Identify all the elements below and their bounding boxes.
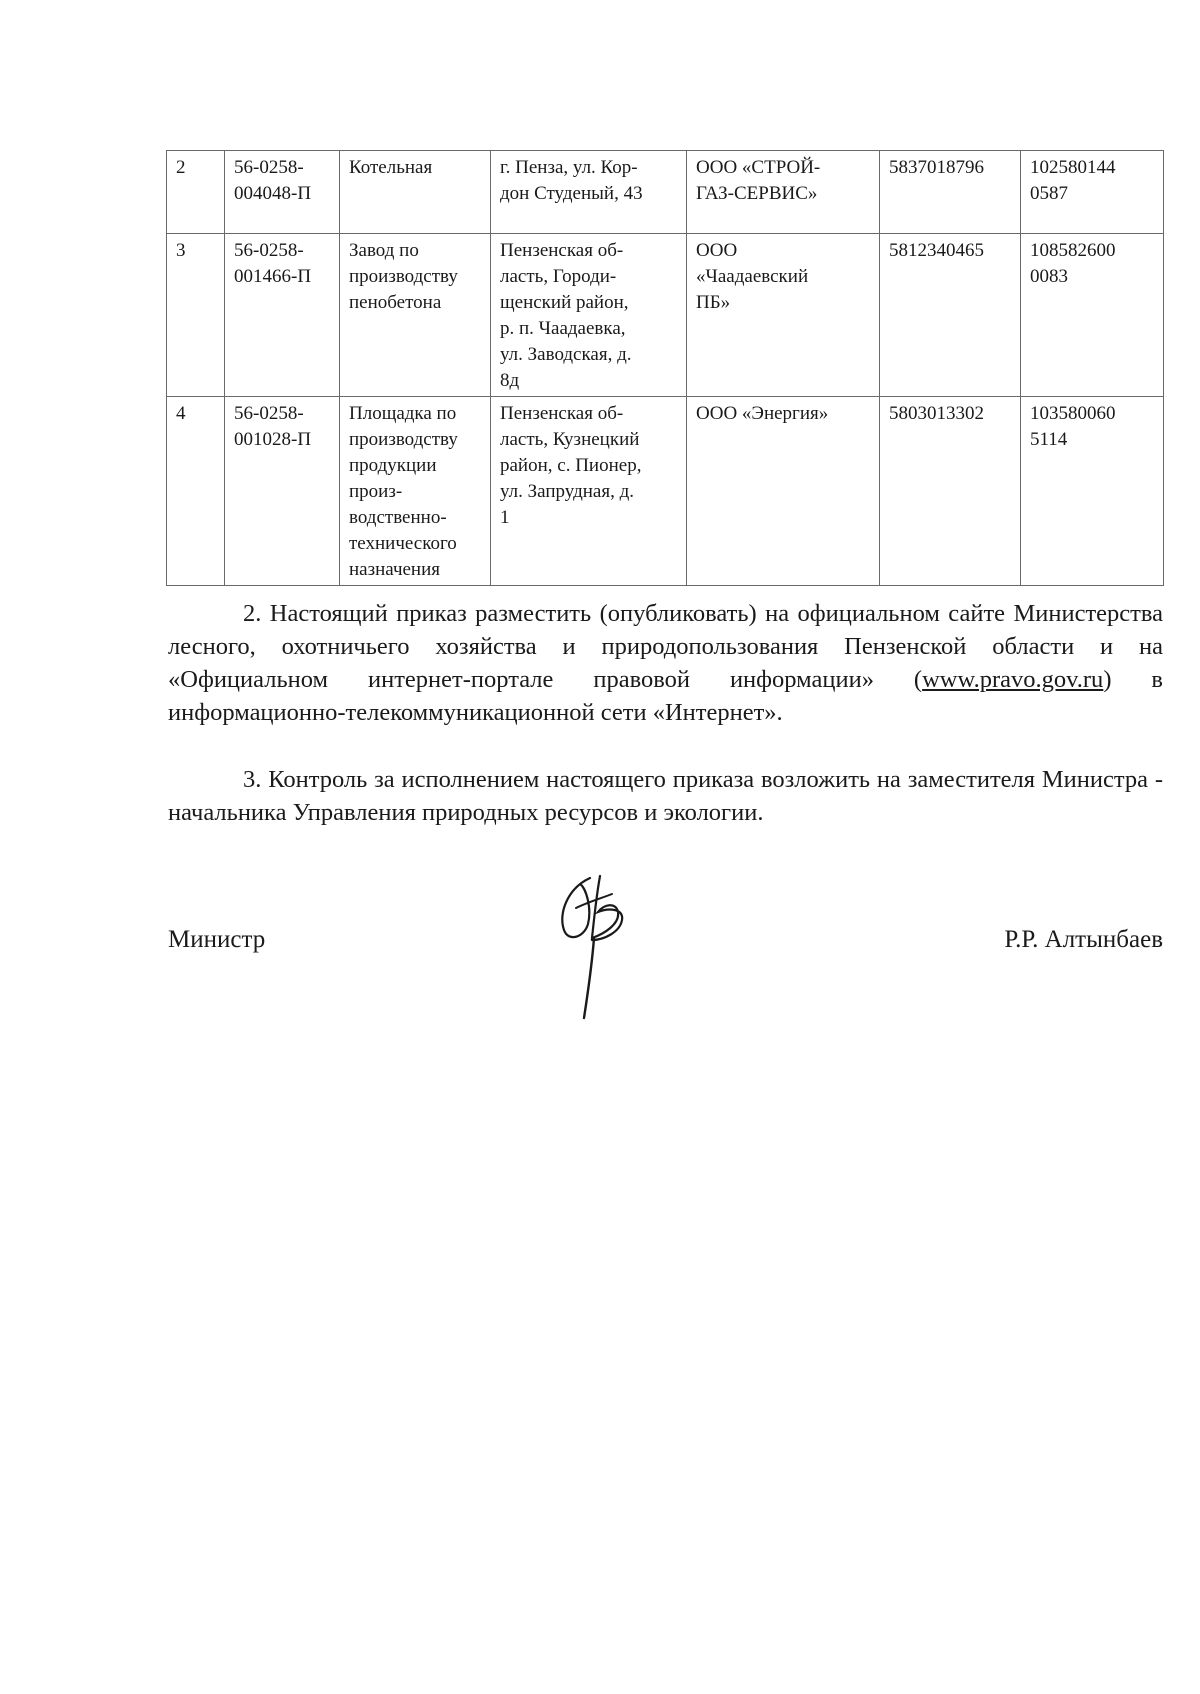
paragraph-control: [168, 763, 1163, 829]
paragraph-2-text: [168, 597, 1163, 729]
organization-name: ООО «Чаадаевский ПБ»: [696, 240, 809, 313]
inn-cell: [880, 397, 1021, 586]
object-code: 56-0258- 001028-П: [234, 403, 312, 450]
table-row: [167, 234, 1164, 397]
row-number: 2: [176, 157, 186, 178]
object-address: г. Пенза, ул. Кор- дон Студеный, 43: [500, 157, 643, 204]
inn-cell: [880, 151, 1021, 234]
object-name: Площадка по производству продукции произ- водственно- технического назначения: [349, 403, 458, 580]
object-code: 56-0258- 004048-П: [234, 157, 312, 204]
organization-cell: [687, 234, 880, 397]
organization-name: ООО «СТРОЙ- ГАЗ-СЕРВИС»: [696, 157, 821, 204]
ogrn-value: 102580144 0587: [1030, 157, 1116, 204]
pravo-gov-link[interactable]: www.pravo.gov.ru: [922, 666, 1104, 693]
ogrn-cell: [1021, 151, 1164, 234]
ogrn-value: 103580060 5114: [1030, 403, 1116, 450]
organization-name: ООО «Энергия»: [696, 403, 829, 424]
inn-cell: [880, 234, 1021, 397]
object-address-cell: [491, 151, 687, 234]
object-name-cell: [340, 234, 491, 397]
row-number-cell: [167, 397, 225, 586]
inn-value: 5812340465: [889, 240, 984, 261]
paragraph-2-before-link: 2. Настоящий приказ разместить (опубликовать) на официальном сайте Министерства лесного, охотничьего хозяйства и природопользования Пензенской области и на «Официальном интернет-портале правовой информации» (: [168, 600, 1163, 693]
object-code-cell: [225, 234, 340, 397]
signatory-name: Р.Р. Алтынбаев: [1004, 926, 1163, 953]
object-name-cell: [340, 397, 491, 586]
object-name: Котельная: [349, 157, 433, 178]
facilities-table: [166, 150, 1164, 586]
inn-value: 5803013302: [889, 403, 984, 424]
object-name: Завод по производству пенобетона: [349, 240, 458, 313]
handwritten-signature-mark: [528, 868, 648, 1028]
object-address-cell: [491, 234, 687, 397]
object-address: Пензенская об- ласть, Кузнецкий район, с. Пионер, ул. Запрудная, д. 1: [500, 403, 642, 528]
row-number-cell: [167, 151, 225, 234]
ogrn-cell: [1021, 234, 1164, 397]
row-number-cell: [167, 234, 225, 397]
table-row: [167, 397, 1164, 586]
ogrn-cell: [1021, 397, 1164, 586]
paragraph-publication: [168, 597, 1163, 729]
signature-block: [168, 918, 1163, 1038]
organization-cell: [687, 151, 880, 234]
object-code-cell: [225, 151, 340, 234]
inn-value: 5837018796: [889, 157, 984, 178]
row-number: 4: [176, 403, 186, 424]
object-code-cell: [225, 397, 340, 586]
table-row: [167, 151, 1164, 234]
ogrn-value: 108582600 0083: [1030, 240, 1116, 287]
organization-cell: [687, 397, 880, 586]
object-address: Пензенская об- ласть, Городи- щенский район, р. п. Чаадаевка, ул. Заводская, д. 8д: [500, 240, 632, 391]
paragraph-3-text: 3. Контроль за исполнением настоящего приказа возложить на заместителя Министра - начальника Управления природных ресурсов и экологии.: [168, 766, 1163, 826]
object-code: 56-0258- 001466-П: [234, 240, 312, 287]
row-number: 3: [176, 240, 186, 261]
object-name-cell: [340, 151, 491, 234]
paragraph-2-after-link: ) в информационно-телекоммуникационной сети «Интернет».: [168, 666, 1163, 726]
object-address-cell: [491, 397, 687, 586]
signatory-role: Министр: [168, 926, 266, 953]
